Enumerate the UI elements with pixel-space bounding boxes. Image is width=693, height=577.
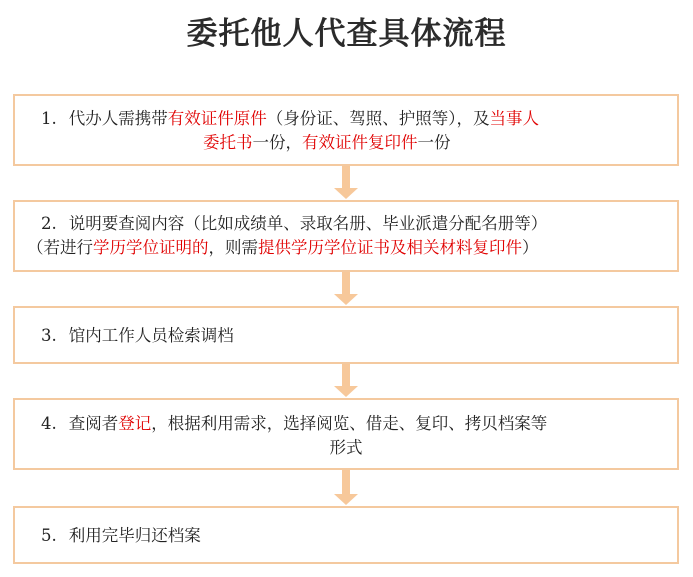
step-1-highlight-id-copy: 有效证件复印件 [302, 133, 418, 152]
step-1-highlight-power-of-attorney: 委托书 [203, 133, 253, 152]
step-4-number: 4. [41, 414, 57, 433]
step-4-box [13, 398, 679, 470]
step-1-highlight-original-id: 有效证件原件 [167, 109, 267, 128]
step-1-number: 1. [41, 109, 57, 128]
step-2-highlight-provide-copies: 提供学历学位证书及相关材料复印件 [258, 238, 522, 257]
step-4-text: 查阅者 [68, 414, 119, 433]
step-2-highlight-degree-proof: 学历学位证明的 [93, 238, 209, 257]
step-4-line-1 [27, 412, 665, 436]
arrow-1 [334, 166, 358, 200]
arrow-3 [334, 364, 358, 398]
step-1-line-2 [27, 131, 665, 155]
step-1-line-1 [27, 107, 665, 131]
step-5-text: 利用完毕归还档案 [68, 526, 201, 545]
step-2-text: ，则需 [208, 238, 258, 257]
step-5-number: 5. [41, 526, 57, 545]
step-1-text: 一份 [417, 133, 451, 152]
step-2-text: ） [522, 238, 539, 257]
step-5-line-1 [27, 524, 665, 548]
arrow-4 [334, 470, 358, 506]
step-3-number: 3. [41, 326, 57, 345]
step-1-highlight-party: 当事人 [489, 109, 539, 128]
arrow-2 [334, 272, 358, 306]
step-1-text: （身份证、驾照、护照等），及 [266, 109, 490, 128]
step-2-line-2 [27, 236, 665, 260]
page-title: 委托他人代查具体流程 [186, 16, 507, 52]
step-4-line-2 [27, 436, 665, 460]
step-3-line-1 [27, 324, 665, 348]
step-1-box [13, 94, 679, 166]
step-5-box [13, 506, 679, 564]
step-1-text: 一份， [252, 133, 302, 152]
step-2-text: （若进行 [27, 238, 93, 257]
step-4-text: ，根据利用需求，选择阅览、借走、复印、拷贝档案等 [151, 414, 548, 433]
step-4-text: 形式 [329, 438, 363, 457]
step-3-text: 馆内工作人员检索调档 [68, 326, 234, 345]
step-2-text: 说明要查阅内容（比如成绩单、录取名册、毕业派遣分配名册等） [68, 214, 548, 233]
step-2-number: 2. [41, 214, 57, 233]
step-2-box [13, 200, 679, 272]
step-2-line-1 [27, 212, 665, 236]
step-1-text: 代办人需携带 [68, 109, 168, 128]
step-4-highlight-register: 登记 [118, 414, 152, 433]
step-3-box [13, 306, 679, 364]
